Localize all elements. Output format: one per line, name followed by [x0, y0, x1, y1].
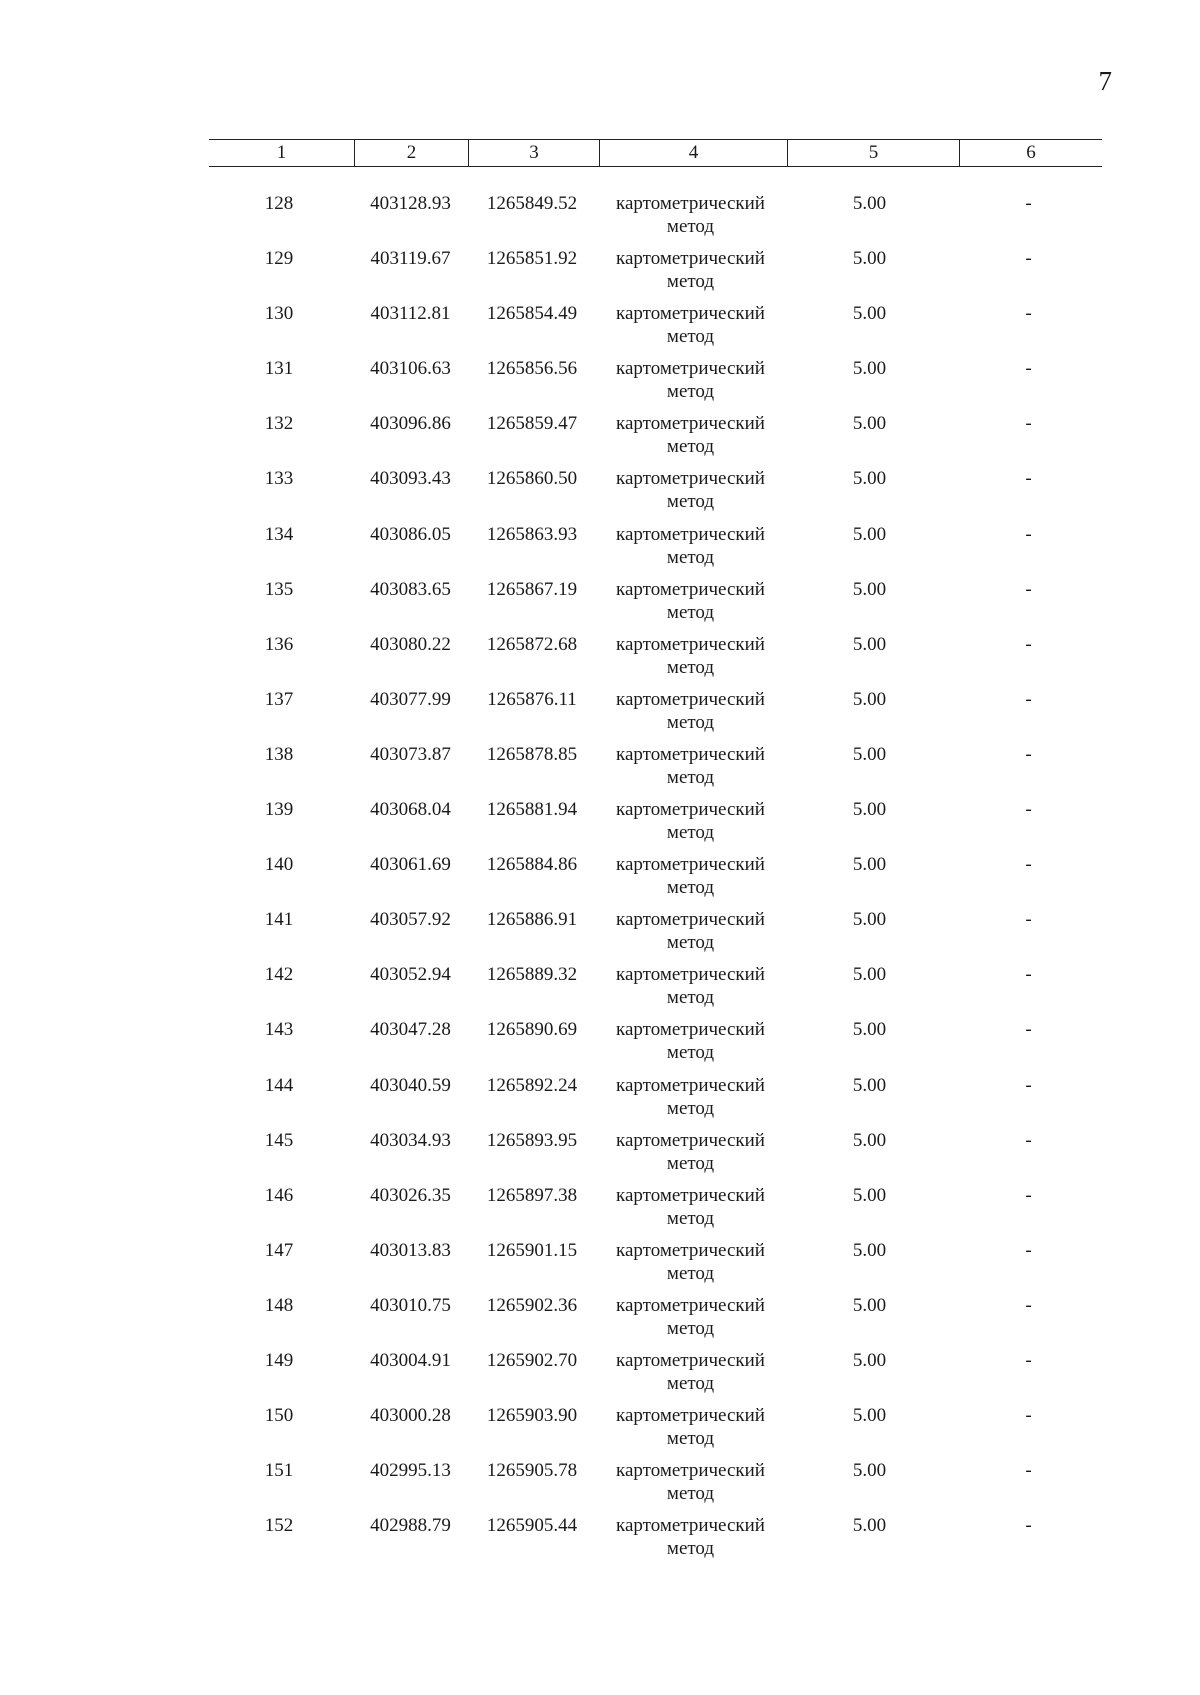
method-line-2: метод	[666, 1317, 715, 1339]
note-value: -	[1025, 799, 1032, 821]
coordinate-y: 1265884.86	[486, 854, 578, 876]
table-row	[209, 1074, 1102, 1129]
header-col-4: 4	[599, 140, 787, 166]
precision-value: 5.00	[852, 523, 887, 545]
point-number: 151	[264, 1460, 294, 1482]
determination-method	[597, 1184, 784, 1230]
determination-method	[597, 247, 784, 293]
coordinate-x: 403112.81	[370, 303, 451, 325]
table-row	[209, 412, 1102, 467]
method-line-2: метод	[666, 822, 715, 844]
coordinate-x: 403034.93	[370, 1129, 451, 1151]
determination-method	[597, 1074, 784, 1120]
coordinate-y: 1265893.95	[486, 1129, 578, 1151]
determination-method	[597, 743, 784, 789]
coordinate-x: 403013.83	[370, 1239, 451, 1261]
determination-method	[597, 192, 784, 238]
point-number: 139	[264, 799, 294, 821]
note-value: -	[1025, 1515, 1032, 1537]
coordinate-x: 403077.99	[370, 688, 451, 710]
precision-value: 5.00	[852, 1239, 887, 1261]
table-row	[209, 633, 1102, 688]
coordinate-y: 1265903.90	[486, 1405, 578, 1427]
precision-value: 5.00	[852, 578, 887, 600]
note-value: -	[1025, 413, 1032, 435]
coordinate-y: 1265901.15	[486, 1239, 578, 1261]
method-line-1: картометрический	[616, 468, 765, 490]
precision-value: 5.00	[852, 248, 887, 270]
method-line-1: картометрический	[616, 854, 765, 876]
determination-method	[597, 963, 784, 1009]
method-line-2: метод	[666, 1372, 715, 1394]
point-number: 150	[264, 1405, 294, 1427]
point-number: 140	[264, 854, 294, 876]
point-number: 143	[264, 1019, 294, 1041]
coordinate-y: 1265902.70	[486, 1349, 578, 1371]
method-line-1: картометрический	[616, 1515, 765, 1537]
method-line-2: метод	[666, 932, 715, 954]
method-line-2: метод	[666, 546, 715, 568]
method-line-1: картометрический	[616, 1184, 765, 1206]
note-value: -	[1025, 468, 1032, 490]
precision-value: 5.00	[852, 633, 887, 655]
coordinate-x: 403086.05	[370, 523, 451, 545]
coordinate-y: 1265881.94	[486, 799, 578, 821]
header-col-2: 2	[354, 140, 468, 166]
precision-value: 5.00	[852, 743, 887, 765]
precision-value: 5.00	[852, 303, 887, 325]
method-line-1: картометрический	[616, 303, 765, 325]
precision-value: 5.00	[852, 1074, 887, 1096]
table-row	[209, 1514, 1102, 1569]
coordinate-x: 403093.43	[370, 468, 451, 490]
table-row	[209, 743, 1102, 798]
page-number: 7	[1098, 66, 1112, 96]
note-value: -	[1025, 1349, 1032, 1371]
determination-method	[597, 1239, 784, 1285]
coordinate-y: 1265851.92	[486, 248, 578, 270]
determination-method	[597, 1404, 784, 1450]
determination-method	[597, 578, 784, 624]
determination-method	[597, 798, 784, 844]
table-row	[209, 578, 1102, 633]
coordinate-x: 403026.35	[370, 1184, 451, 1206]
table-header	[209, 139, 1102, 167]
method-line-2: метод	[666, 1262, 715, 1284]
method-line-2: метод	[666, 601, 715, 623]
coordinate-y: 1265892.24	[486, 1074, 578, 1096]
method-line-2: метод	[666, 436, 715, 458]
header-col-6: 6	[959, 140, 1102, 166]
point-number: 146	[264, 1184, 294, 1206]
point-number: 145	[264, 1129, 294, 1151]
point-number: 128	[264, 193, 294, 214]
coordinate-x: 403047.28	[370, 1019, 451, 1041]
precision-value: 5.00	[852, 1129, 887, 1151]
precision-value: 5.00	[852, 193, 887, 214]
coordinate-y: 1265867.19	[486, 578, 578, 600]
method-line-2: метод	[666, 1152, 715, 1174]
coordinate-y: 1265889.32	[486, 964, 578, 986]
note-value: -	[1025, 854, 1032, 876]
method-line-1: картометрический	[616, 248, 765, 270]
determination-method	[597, 1349, 784, 1395]
precision-value: 5.00	[852, 1460, 887, 1482]
table-row	[209, 302, 1102, 357]
coordinate-y: 1265872.68	[486, 633, 578, 655]
coordinate-x: 403128.93	[370, 193, 451, 214]
header-col-3: 3	[468, 140, 599, 166]
precision-value: 5.00	[852, 1349, 887, 1371]
point-number: 133	[264, 468, 294, 490]
note-value: -	[1025, 1074, 1032, 1096]
coordinate-y: 1265876.11	[487, 688, 577, 710]
note-value: -	[1025, 633, 1032, 655]
coordinate-y: 1265878.85	[486, 743, 578, 765]
determination-method	[597, 412, 784, 458]
table-row	[209, 853, 1102, 908]
determination-method	[597, 908, 784, 954]
point-number: 149	[264, 1349, 294, 1371]
method-line-1: картометрический	[616, 1129, 765, 1151]
determination-method	[597, 357, 784, 403]
method-line-1: картометрический	[616, 743, 765, 765]
header-col-1: 1	[276, 142, 287, 163]
coordinate-y: 1265886.91	[486, 909, 578, 931]
determination-method	[597, 467, 784, 513]
method-line-2: метод	[666, 326, 715, 348]
coordinate-y: 1265902.36	[486, 1294, 578, 1316]
method-line-1: картометрический	[616, 964, 765, 986]
coordinate-x: 403119.67	[370, 248, 451, 270]
point-number: 147	[264, 1239, 294, 1261]
coordinate-x: 403106.63	[370, 358, 451, 380]
method-line-1: картометрический	[616, 358, 765, 380]
point-number: 135	[264, 578, 294, 600]
precision-value: 5.00	[852, 468, 887, 490]
note-value: -	[1025, 1294, 1032, 1316]
table-row	[209, 1404, 1102, 1459]
precision-value: 5.00	[852, 1405, 887, 1427]
point-number: 134	[264, 523, 294, 545]
precision-value: 5.00	[852, 964, 887, 986]
table-row	[209, 908, 1102, 963]
note-value: -	[1025, 743, 1032, 765]
coordinate-y: 1265905.78	[486, 1460, 578, 1482]
method-line-1: картометрический	[616, 1349, 765, 1371]
table-row	[209, 1294, 1102, 1349]
note-value: -	[1025, 248, 1032, 270]
method-line-2: метод	[666, 1207, 715, 1229]
point-number: 141	[264, 909, 294, 931]
method-line-2: метод	[666, 381, 715, 403]
method-line-1: картометрический	[616, 1460, 765, 1482]
determination-method	[597, 1294, 784, 1340]
method-line-2: метод	[666, 1483, 715, 1505]
coordinate-x: 403073.87	[370, 743, 451, 765]
note-value: -	[1025, 1184, 1032, 1206]
point-number: 148	[264, 1294, 294, 1316]
determination-method	[597, 1018, 784, 1064]
note-value: -	[1025, 688, 1032, 710]
method-line-1: картометрический	[616, 523, 765, 545]
point-number: 142	[264, 964, 294, 986]
method-line-1: картометрический	[616, 633, 765, 655]
table-row	[209, 1459, 1102, 1514]
note-value: -	[1025, 1405, 1032, 1427]
note-value: -	[1025, 358, 1032, 380]
coordinate-x: 402988.79	[370, 1515, 451, 1537]
point-number: 152	[264, 1515, 294, 1537]
point-number: 130	[264, 303, 294, 325]
determination-method	[597, 633, 784, 679]
precision-value: 5.00	[852, 1184, 887, 1206]
coordinate-x: 403010.75	[370, 1294, 451, 1316]
coordinate-y: 1265890.69	[486, 1019, 578, 1041]
table-row	[209, 1129, 1102, 1184]
method-line-2: метод	[666, 987, 715, 1009]
table-row	[209, 1349, 1102, 1404]
determination-method	[597, 1129, 784, 1175]
determination-method	[597, 1459, 784, 1505]
note-value: -	[1025, 964, 1032, 986]
note-value: -	[1025, 523, 1032, 545]
coordinate-x: 403052.94	[370, 964, 451, 986]
point-number: 137	[264, 688, 294, 710]
determination-method	[597, 1514, 784, 1560]
coordinate-x: 403040.59	[370, 1074, 451, 1096]
method-line-1: картометрический	[616, 1294, 765, 1316]
method-line-1: картометрический	[616, 578, 765, 600]
point-number: 138	[264, 743, 294, 765]
precision-value: 5.00	[852, 854, 887, 876]
table-row	[209, 523, 1102, 578]
method-line-2: метод	[666, 877, 715, 899]
method-line-1: картометрический	[616, 688, 765, 710]
coordinate-x: 403080.22	[370, 633, 451, 655]
precision-value: 5.00	[852, 1515, 887, 1537]
table-row	[209, 1184, 1102, 1239]
method-line-2: метод	[666, 711, 715, 733]
table-row	[209, 192, 1102, 247]
point-number: 136	[264, 633, 294, 655]
precision-value: 5.00	[852, 358, 887, 380]
method-line-2: метод	[666, 491, 715, 513]
point-number: 132	[264, 413, 294, 435]
method-line-2: метод	[666, 271, 715, 293]
precision-value: 5.00	[852, 688, 887, 710]
method-line-1: картометрический	[616, 1074, 765, 1096]
determination-method	[597, 853, 784, 899]
method-line-1: картометрический	[616, 1019, 765, 1041]
table-row	[209, 357, 1102, 412]
coordinate-y: 1265859.47	[486, 413, 578, 435]
coordinate-x: 403000.28	[370, 1405, 451, 1427]
method-line-1: картометрический	[616, 1239, 765, 1261]
determination-method	[597, 302, 784, 348]
coordinate-x: 403096.86	[370, 413, 451, 435]
coordinate-y: 1265856.56	[486, 358, 578, 380]
coordinate-y: 1265905.44	[486, 1515, 578, 1537]
note-value: -	[1025, 193, 1032, 214]
table-row	[209, 798, 1102, 853]
point-number: 129	[264, 248, 294, 270]
method-line-1: картометрический	[616, 193, 765, 214]
determination-method	[597, 688, 784, 734]
table-row	[209, 1239, 1102, 1294]
coordinate-y: 1265849.52	[486, 193, 578, 214]
table-row	[209, 247, 1102, 302]
precision-value: 5.00	[852, 413, 887, 435]
method-line-2: метод	[666, 656, 715, 678]
note-value: -	[1025, 909, 1032, 931]
table-row	[209, 1018, 1102, 1073]
method-line-1: картометрический	[616, 1405, 765, 1427]
method-line-2: метод	[666, 1097, 715, 1119]
precision-value: 5.00	[852, 1294, 887, 1316]
table-body	[209, 192, 1102, 1569]
precision-value: 5.00	[852, 799, 887, 821]
table-row	[209, 688, 1102, 743]
method-line-1: картометрический	[616, 799, 765, 821]
method-line-2: метод	[666, 766, 715, 788]
method-line-2: метод	[666, 1428, 715, 1450]
method-line-2: метод	[666, 216, 715, 237]
table-row	[209, 467, 1102, 522]
note-value: -	[1025, 1019, 1032, 1041]
point-number: 144	[264, 1074, 294, 1096]
point-number: 131	[264, 358, 294, 380]
coordinate-x: 403061.69	[370, 854, 451, 876]
note-value: -	[1025, 1129, 1032, 1151]
header-col-5: 5	[787, 140, 959, 166]
note-value: -	[1025, 1239, 1032, 1261]
precision-value: 5.00	[852, 1019, 887, 1041]
determination-method	[597, 523, 784, 569]
method-line-2: метод	[666, 1538, 715, 1560]
method-line-1: картометрический	[616, 413, 765, 435]
note-value: -	[1025, 1460, 1032, 1482]
coordinate-x: 402995.13	[370, 1460, 451, 1482]
coordinate-x: 403004.91	[370, 1349, 451, 1371]
method-line-2: метод	[666, 1042, 715, 1064]
note-value: -	[1025, 303, 1032, 325]
note-value: -	[1025, 578, 1032, 600]
method-line-1: картометрический	[616, 909, 765, 931]
coordinate-x: 403057.92	[370, 909, 451, 931]
coordinate-y: 1265854.49	[486, 303, 578, 325]
table-row	[209, 963, 1102, 1018]
coordinate-y: 1265863.93	[486, 523, 578, 545]
coordinate-x: 403083.65	[370, 578, 451, 600]
coordinate-y: 1265897.38	[486, 1184, 578, 1206]
precision-value: 5.00	[852, 909, 887, 931]
coordinate-x: 403068.04	[370, 799, 451, 821]
coordinate-y: 1265860.50	[486, 468, 578, 490]
